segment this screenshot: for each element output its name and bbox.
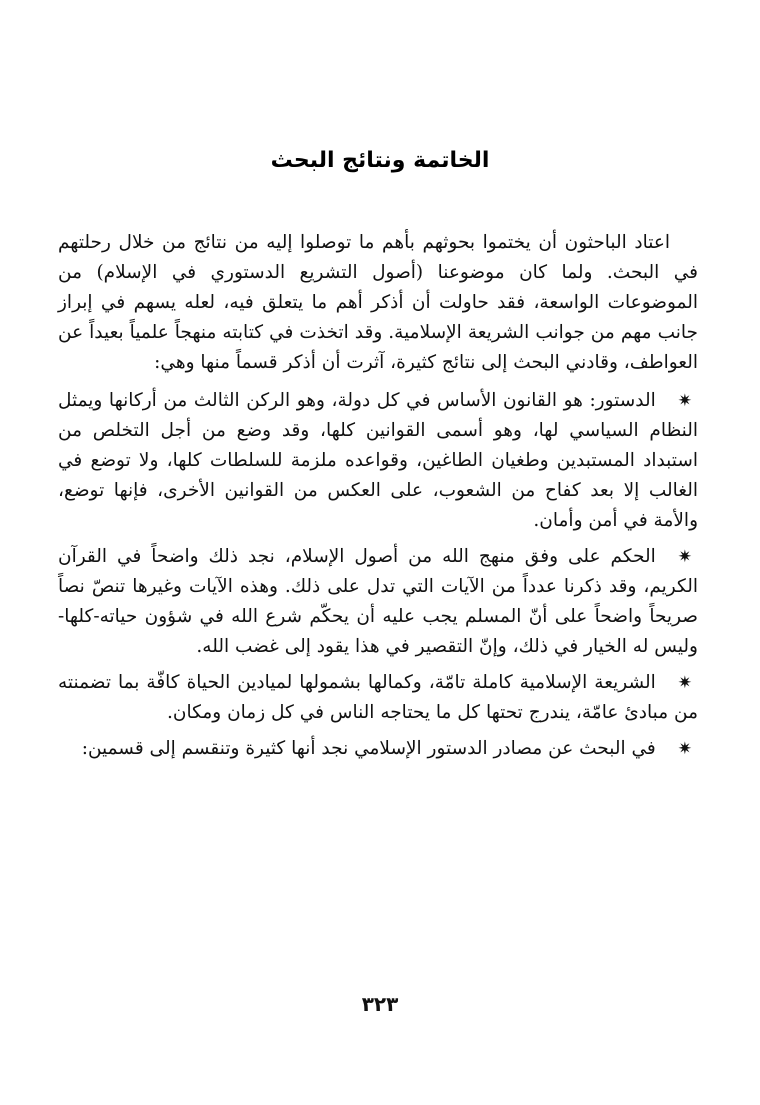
body-text xyxy=(58,228,698,770)
page-number: ٣٢٣ xyxy=(361,992,399,1016)
page-title: الخاتمة ونتائج البحث xyxy=(270,148,490,173)
bullet-item-constitution-sources xyxy=(58,734,698,764)
bullet-item-constitution xyxy=(58,386,698,536)
star-bullet-icon: ✷ xyxy=(677,673,692,693)
intro-paragraph: اعتاد الباحثون أن يختموا بحوثهم بأهم ما توصلوا إليه من نتائج من خلال رحلتهم في البحث. ولما كان موضوعنا (أصول التشريع الدستوري في الإسلام) من الموضوعات الواسعة، فقد حاولت أن أذكر أهم ما يتعلق فيه، لعله يسهم في إبراز جانب مهم من جوانب الشريعة الإسلامية. وقد اتخذت في كتابته منهجاً علمياً بعيداً عن العواطف، وقادني البحث إلى نتائج كثيرة، آثرت أن أذكر قسماً منها وهي: xyxy=(58,232,698,373)
star-bullet-icon: ✷ xyxy=(677,391,692,411)
bullet-item-sharia-complete xyxy=(58,668,698,728)
bullet-text: الدستور: هو القانون الأساس في كل دولة، وهو الركن الثالث من أركانها ويمثل النظام السياسي لها، وهو أسمى القوانين كلها، وقد وضع من أجل التخلص من استبداد المستبدين وطغيان الطاغين، وقواعده ملزمة للسلطات كلها، ولا توضع في الغالب إلا بعد كفاح من الشعوب، على العكس من القوانين الأخرى، فإنها توضع، والأمة في أمن وأمان. xyxy=(58,390,698,531)
star-bullet-icon: ✷ xyxy=(677,547,692,567)
bullet-text: الشريعة الإسلامية كاملة تامّة، وكمالها بشمولها لميادين الحياة كافّة بما تضمنته من مبادئ عامّة، يندرج تحتها كل ما يحتاجه الناس في كل زمان ومكان. xyxy=(58,672,698,723)
bullet-text: في البحث عن مصادر الدستور الإسلامي نجد أنها كثيرة وتنقسم إلى قسمين: xyxy=(81,738,656,759)
star-bullet-icon: ✷ xyxy=(677,739,692,759)
bullet-item-rule-by-gods-method xyxy=(58,542,698,662)
bullet-text: الحكم على وفق منهج الله من أصول الإسلام، نجد ذلك واضحاً في القرآن الكريم، وقد ذكرنا عدداً من الآيات التي تدل على ذلك. وهذه الآيات وغيرها تنصّ نصاً صريحاً واضحاً على أنّ المسلم يجب عليه أن يحكّم شرع الله في شؤون حياته-كلها- وليس له الخيار في ذلك، وإنّ التقصير في هذا يقود إلى غضب الله. xyxy=(58,546,698,657)
